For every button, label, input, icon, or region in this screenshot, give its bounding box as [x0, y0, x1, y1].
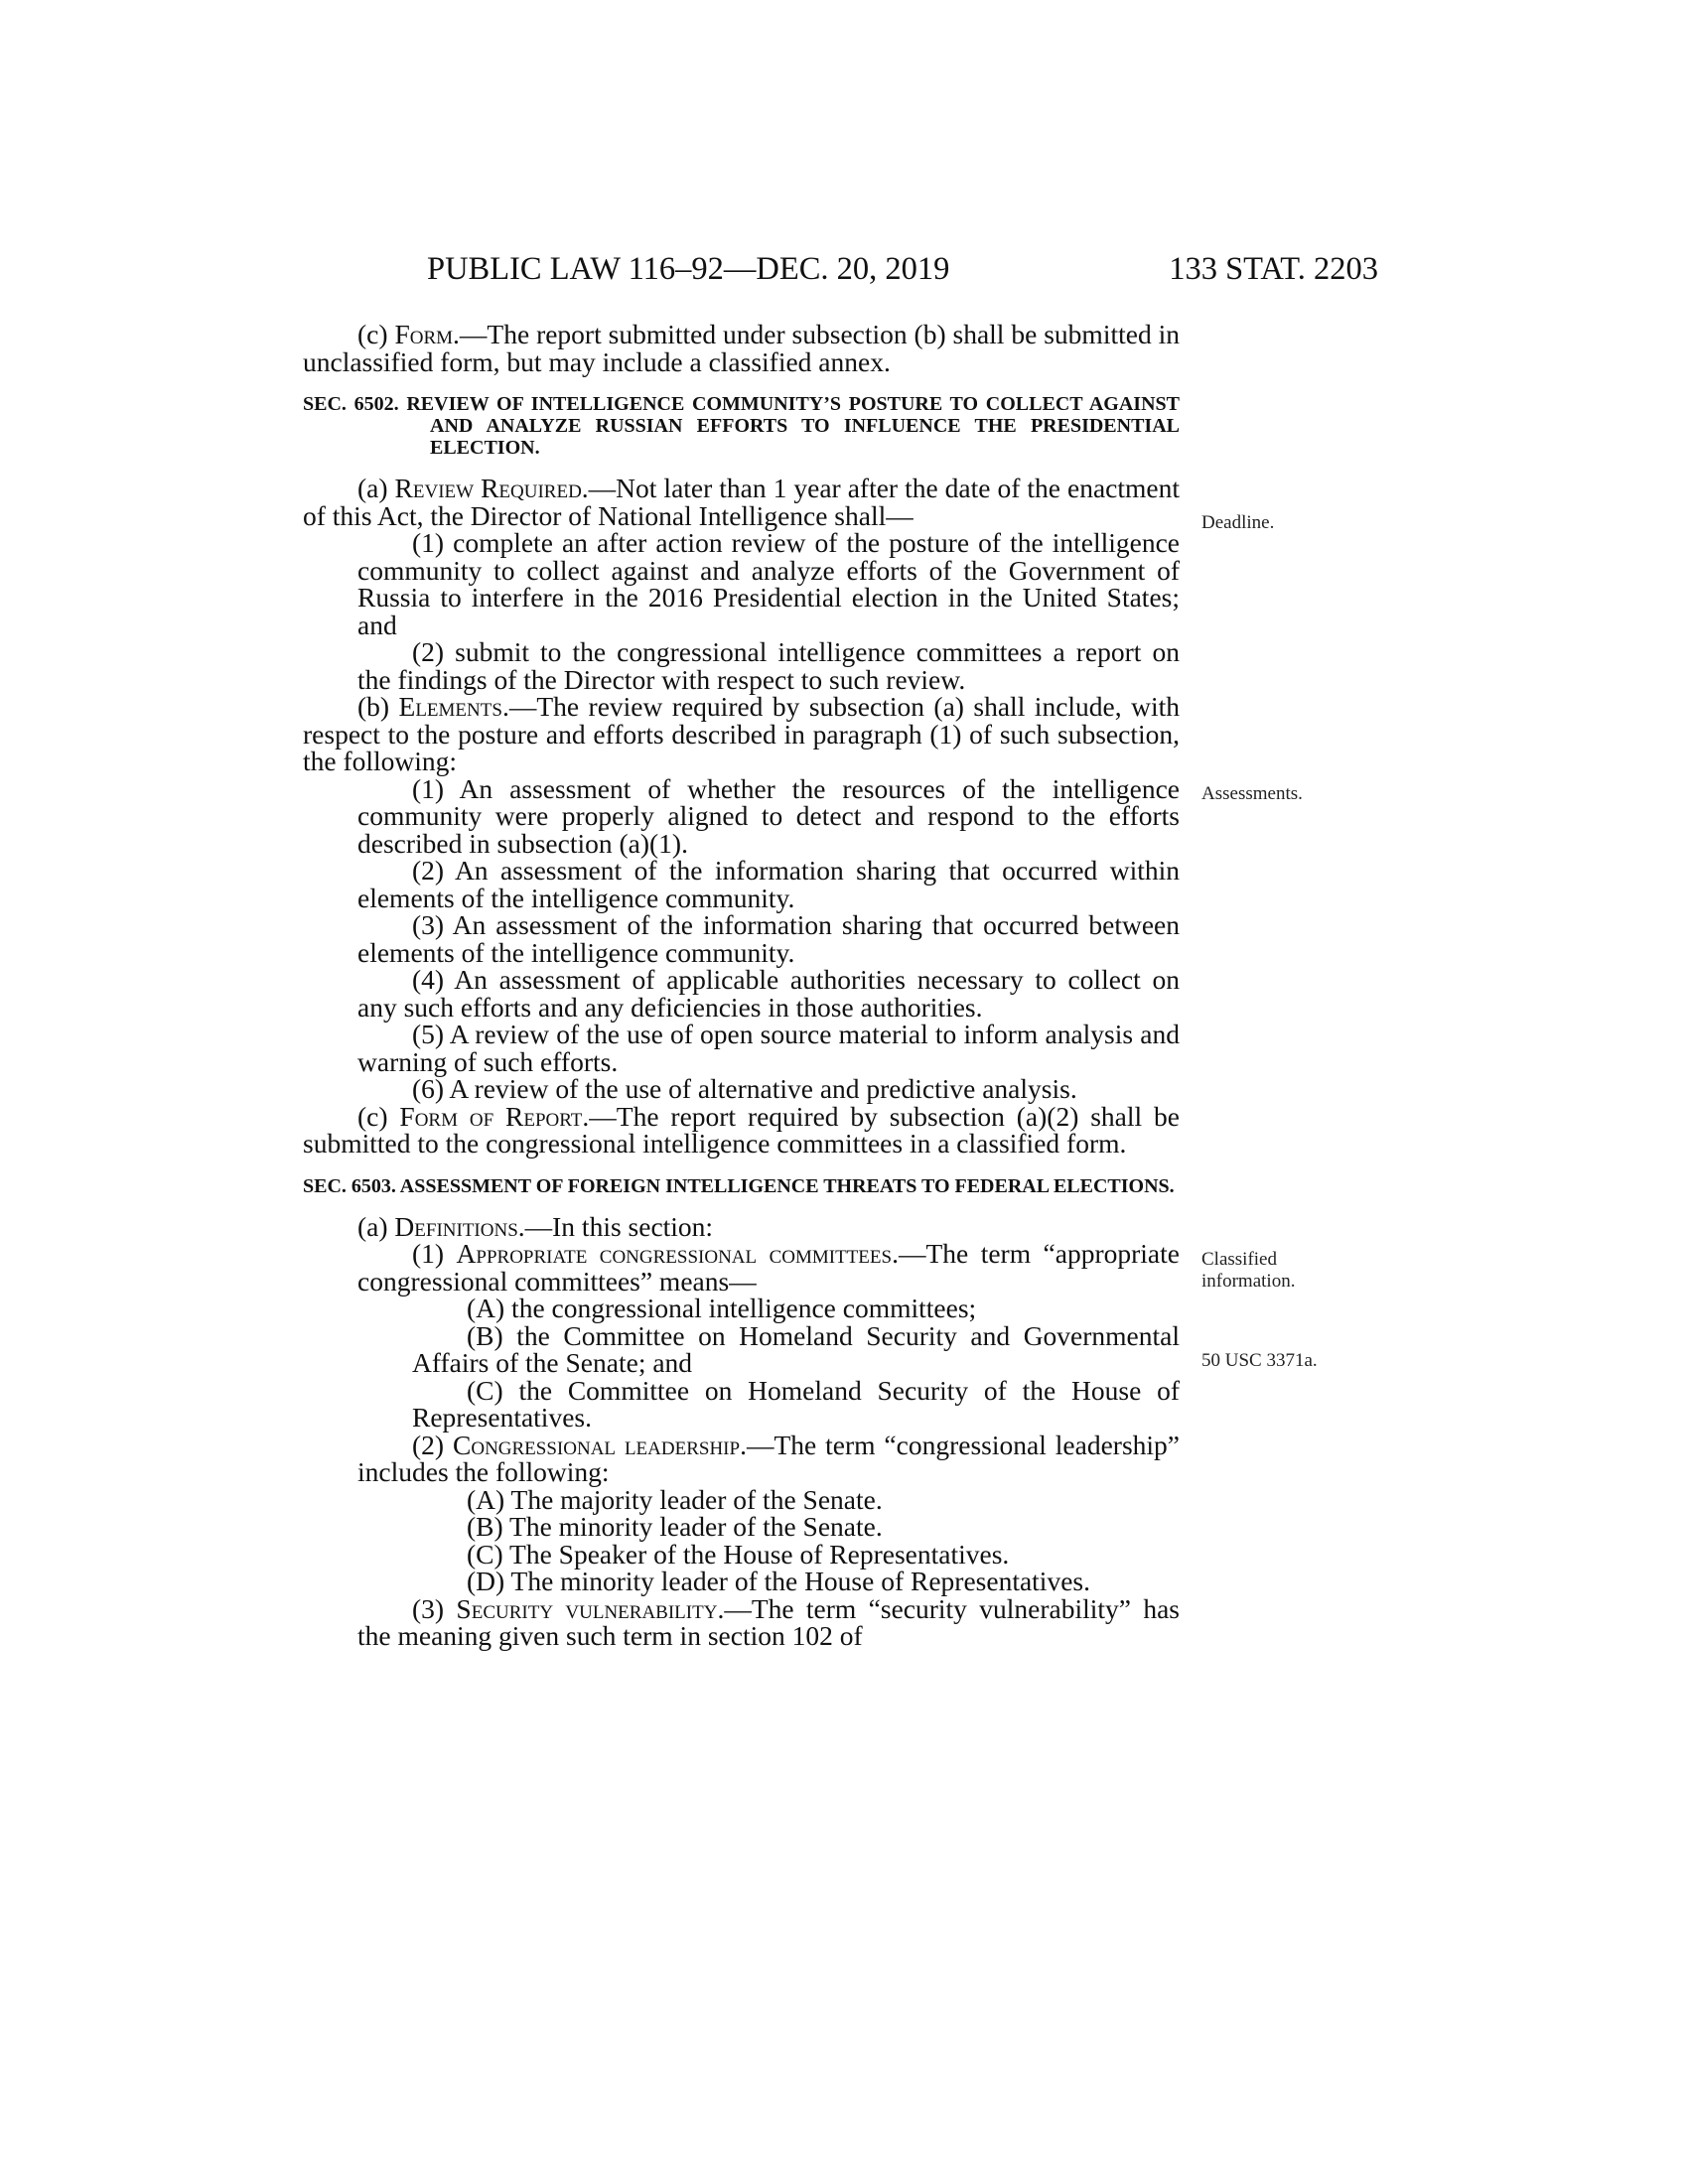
margin-note-deadline: Deadline. [1201, 512, 1275, 533]
sec6503-subparagraph-a1A: (A) the congressional intelligence committees; [467, 1293, 977, 1323]
sec6502-paragraph-b6: (6) A review of the use of alternative and predictive analysis. [412, 1073, 1077, 1104]
sec6503-paragraph-a1: (1) Appropriate congressional committees.—The term “appropriate congressional committees” means— [357, 1238, 1180, 1297]
sec6503-subparagraph-a1C: (C) the Committee on Homeland Security of the House of Representatives. [412, 1374, 1180, 1433]
sec6502-paragraph-a2: (2) submit to the congressional intelligence committees a report on the findings of the Director with respect to such review. [357, 636, 1180, 695]
margin-note-classified: Classified [1201, 1249, 1277, 1270]
sec6502-paragraph-b3: (3) An assessment of the information sharing that occurred between elements of the intelligence community. [357, 909, 1180, 968]
margin-note-usc-citation: 50 USC 3371a. [1201, 1350, 1318, 1371]
sec6503-subparagraph-a1B: (B) the Committee on Homeland Security and Governmental Affairs of the Senate; and [412, 1319, 1180, 1378]
sec6502-subsection-c: (c) Form of Report.—The report required by subsection (a)(2) shall be submitted to the congressional intelligence committees in a classified form. [303, 1100, 1180, 1159]
sec6502-paragraph-b1: (1) An assessment of whether the resources of the intelligence community were properly aligned to detect and respond to the efforts described in subsection (a)(1). [357, 772, 1180, 859]
margin-note-information: information. [1201, 1271, 1296, 1292]
sec6503-paragraph-a2: (2) Congressional leadership.—The term “congressional leadership” includes the following: [357, 1429, 1180, 1487]
section-6502-heading: SEC. 6502. REVIEW OF INTELLIGENCE COMMUNITY’S POSTURE TO COLLECT AGAINST AND ANALYZE RUSSIAN EFFORTS TO INFLUENCE THE PRESIDENTIAL ELECTION. [303, 393, 1180, 459]
page-header [427, 251, 1378, 291]
sec6502-subsection-a: (a) Review Required.—Not later than 1 year after the date of the enactment of this Act, the Director of National Intelligence shall— [303, 473, 1180, 531]
sec6503-subparagraph-a2A: (A) The majority leader of the Senate. [467, 1483, 883, 1515]
sec6502-paragraph-b2: (2) An assessment of the information sharing that occurred within elements of the intelligence community. [357, 855, 1180, 913]
section-6503-heading: SEC. 6503. ASSESSMENT OF FOREIGN INTELLIGENCE THREATS TO FEDERAL ELECTIONS. [303, 1174, 1175, 1197]
sec6503-subsection-a: (a) Definitions.—In this section: [357, 1210, 714, 1242]
sec6502-paragraph-b4: (4) An assessment of applicable authorities necessary to collect on any such efforts and any deficiencies in those authorities. [357, 964, 1180, 1023]
sec6503-subparagraph-a2D: (D) The minority leader of the House of Representatives. [467, 1566, 1090, 1596]
running-head-title: PUBLIC LAW 116–92—DEC. 20, 2019 [427, 251, 950, 287]
sec6503-paragraph-a3: (3) Security vulnerability.—The term “security vulnerability” has the meaning given such term in section 102 of [357, 1592, 1180, 1651]
sec6502-paragraph-b5: (5) A review of the use of open source material to inform analysis and warning of such efforts. [357, 1019, 1180, 1077]
statute-text [303, 321, 1180, 1650]
sec6503-subparagraph-a2B: (B) The minority leader of the Senate. [467, 1511, 883, 1542]
subsection-c-form: (c) Form.—The report submitted under subsection (b) shall be submitted in unclassified form, but may include a classified annex. [303, 319, 1180, 377]
margin-note-assessments: Assessments. [1201, 783, 1303, 804]
sec6502-paragraph-a1: (1) complete an after action review of the posture of the intelligence community to collect against and analyze efforts of the Government of Russia to interfere in the 2016 Presidential election in the United States; and [357, 527, 1180, 640]
statute-page-number: 133 STAT. 2203 [1169, 251, 1378, 287]
sec6503-subparagraph-a2C: (C) The Speaker of the House of Representatives. [467, 1538, 1010, 1570]
sec6502-subsection-b: (b) Elements.—The review required by subsection (a) shall include, with respect to the posture and efforts described in paragraph (1) of such subsection, the following: [303, 691, 1180, 776]
